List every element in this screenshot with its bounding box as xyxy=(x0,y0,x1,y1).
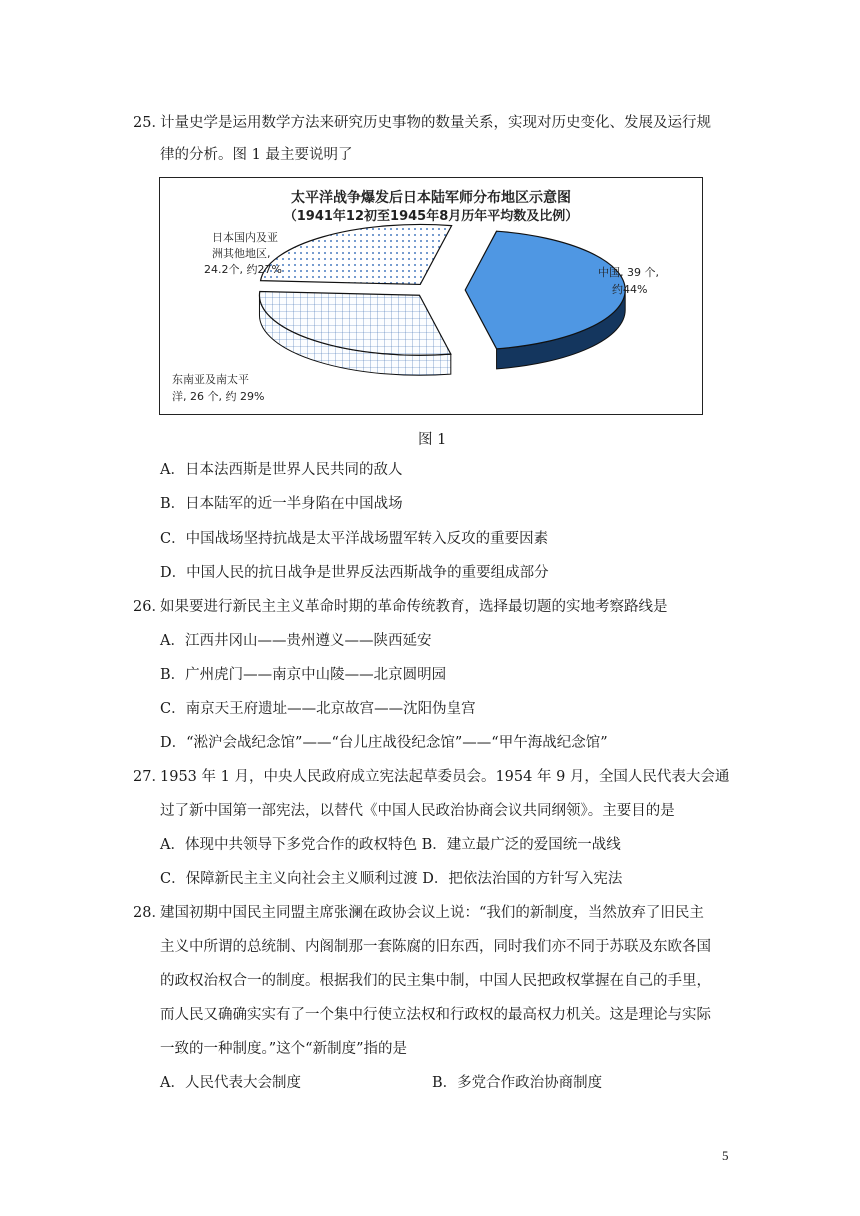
q26-option-a: A．江西井冈山——贵州遵义——陕西延安 xyxy=(160,633,432,649)
question-27-stem-line1: 1953 年 1 月，中央人民政府成立宪法起草委员会。1954 年 9 月，全国人民代表大会通 xyxy=(160,769,730,785)
question-28-stem-line3: 的政权治权合一的制度。根据我们的民主集中制，中国人民把政权掌握在自己的手里， xyxy=(160,973,711,989)
q26-option-c: C．南京天王府遗址——北京故宫——沈阳伪皇宫 xyxy=(160,701,476,717)
q27-options-row1: A．体现中共领导下多党合作的政权特色 B．建立最广泛的爱国统一战线 xyxy=(160,837,621,853)
chart-subtitle: （1941年12初至1945年8月历年平均数及比例） xyxy=(283,209,579,224)
question-27-number: 27． xyxy=(133,769,166,785)
slice-label-sea-line1: 东南亚及南太平 xyxy=(172,373,249,386)
slice-label-china-line1: 中国, 39 个, xyxy=(598,266,659,279)
q28-option-b: B．多党合作政治协商制度 xyxy=(432,1075,603,1091)
pie-slice-japan-asia xyxy=(261,224,452,284)
q27-options-row2: C．保障新民主主义向社会主义顺利过渡 D．把依法治国的方针写入宪法 xyxy=(160,871,623,887)
q26-option-d: D．“淞沪会战纪念馆”——“台儿庄战役纪念馆”——“甲午海战纪念馆” xyxy=(160,735,608,751)
slice-label-japan-line2: 洲其他地区, xyxy=(212,247,271,260)
slice-label-china-line2: 约44% xyxy=(612,283,648,296)
slice-label-japan-line1: 日本国内及亚 xyxy=(212,231,278,244)
slice-label-japan-line3: 24.2个, 约27% xyxy=(204,263,282,276)
question-26-number: 26． xyxy=(133,599,166,615)
question-26-stem: 如果要进行新民主主义革命时期的革命传统教育，选择最切题的实地考察路线是 xyxy=(160,599,668,615)
question-28-stem-line4: 而人民又确确实实有了一个集中行使立法权和行政权的最高权力机关。这是理论与实际 xyxy=(160,1007,711,1023)
q26-option-b: B．广州虎门——南京中山陵——北京圆明园 xyxy=(160,667,447,683)
question-25-stem-line2: 律的分析。图 1 最主要说明了 xyxy=(160,147,353,163)
pie-slices xyxy=(259,224,625,375)
question-25-number: 25． xyxy=(133,115,166,131)
q25-option-a: A．日本法西斯是世界人民共同的敌人 xyxy=(160,462,403,478)
question-25-stem-line1: 计量史学是运用数学方法来研究历史事物的数量关系，实现对历史变化、发展及运行规 xyxy=(160,115,711,131)
figure-caption: 图 1 xyxy=(418,432,447,448)
chart-title: 太平洋战争爆发后日本陆军师分布地区示意图 xyxy=(291,190,571,206)
question-28-stem-line5: 一致的一种制度。”这个“新制度”指的是 xyxy=(160,1041,407,1057)
q28-option-a: A．人民代表大会制度 xyxy=(160,1075,301,1091)
q25-option-d: D．中国人民的抗日战争是世界反法西斯战争的重要组成部分 xyxy=(160,565,549,581)
slice-label-sea-line2: 洋, 26 个, 约 29% xyxy=(172,390,265,403)
question-28-stem-line1: 建国初期中国民主同盟主席张澜在政协会议上说：“我们的新制度，当然放弃了旧民主 xyxy=(160,905,704,921)
question-28-stem-line2: 主义中所谓的总统制、内阁制那一套陈腐的旧东西，同时我们亦不同于苏联及东欧各国 xyxy=(160,939,711,955)
question-27-stem-line2: 过了新中国第一部宪法，以替代《中国人民政治协商会议共同纲领》。主要目的是 xyxy=(160,803,675,819)
q25-option-b: B．日本陆军的近一半身陷在中国战场 xyxy=(160,496,403,512)
pie-chart-figure xyxy=(159,177,703,415)
question-28-number: 28． xyxy=(133,905,166,921)
pie-chart xyxy=(160,178,702,414)
page-number: 5 xyxy=(722,1148,729,1163)
q25-option-c: C．中国战场坚持抗战是太平洋战场盟军转入反攻的重要因素 xyxy=(160,531,549,547)
